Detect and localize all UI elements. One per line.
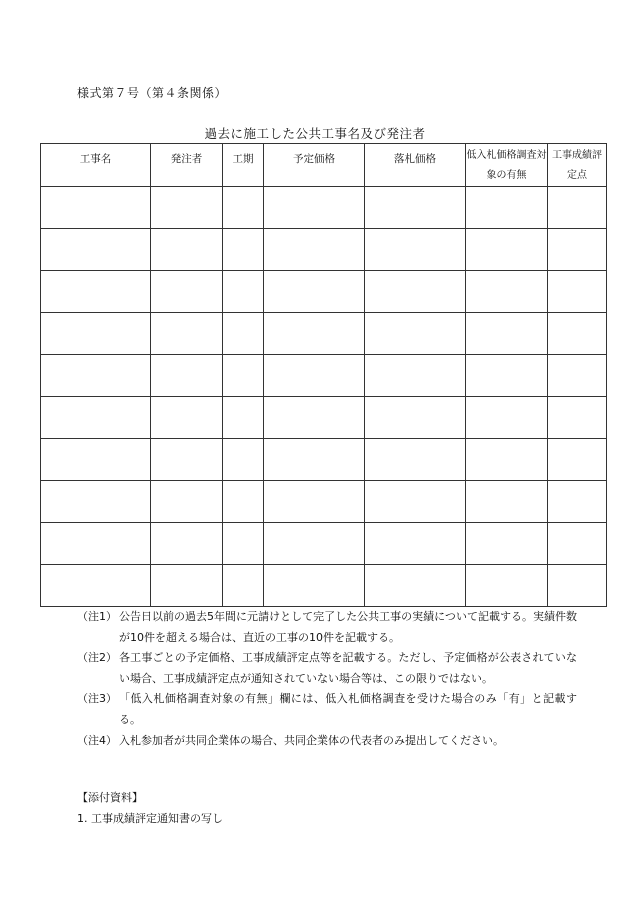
table-cell — [151, 229, 223, 271]
table-row — [41, 271, 607, 313]
table-cell — [151, 523, 223, 565]
table-cell — [365, 481, 466, 523]
note-label: （注1） — [77, 610, 117, 623]
table-cell — [41, 397, 151, 439]
table-cell — [223, 523, 264, 565]
table-cell — [466, 565, 548, 607]
table-cell — [41, 523, 151, 565]
table-header-row — [41, 144, 607, 187]
table-cell — [365, 313, 466, 355]
table-cell — [151, 187, 223, 229]
header-client: 発注者 — [151, 144, 223, 187]
form-number: 様式第７号（第４条関係） — [77, 86, 228, 100]
table-cell — [41, 355, 151, 397]
table-cell — [151, 439, 223, 481]
table-body — [41, 187, 607, 607]
table-cell — [223, 187, 264, 229]
table-cell — [223, 355, 264, 397]
note-text: 公告日以前の過去5年間に元請けとして完了した公共工事の実績について記載する。実績件数が10件を超える場合は、直近の工事の10件を記載する。 — [119, 610, 577, 644]
table-cell — [41, 313, 151, 355]
table-cell — [466, 229, 548, 271]
table-cell — [264, 439, 365, 481]
table-cell — [466, 397, 548, 439]
table-cell — [264, 229, 365, 271]
table-cell — [223, 397, 264, 439]
table-cell — [548, 229, 607, 271]
table-cell — [548, 523, 607, 565]
table-cell — [466, 271, 548, 313]
table-cell — [151, 397, 223, 439]
table-cell — [264, 313, 365, 355]
table-cell — [264, 355, 365, 397]
table-cell — [41, 229, 151, 271]
table-cell — [548, 355, 607, 397]
table-row — [41, 439, 607, 481]
project-history-table — [40, 143, 607, 607]
table-cell — [548, 481, 607, 523]
header-planned-price: 予定価格 — [264, 144, 365, 187]
table-cell — [365, 439, 466, 481]
table-cell — [41, 439, 151, 481]
note-label: （注4） — [77, 733, 117, 747]
table-cell — [466, 481, 548, 523]
table-cell — [223, 313, 264, 355]
note-4 — [77, 731, 577, 752]
table-cell — [466, 439, 548, 481]
table-cell — [466, 187, 548, 229]
table-cell — [548, 187, 607, 229]
table-cell — [223, 481, 264, 523]
table-cell — [264, 271, 365, 313]
table-cell — [264, 523, 365, 565]
table-cell — [223, 229, 264, 271]
note-text: 「低入札価格調査対象の有無」欄には、低入札価格調査を受けた場合のみ「有」と記載する。 — [119, 692, 577, 726]
table-row — [41, 397, 607, 439]
notes-section — [77, 607, 577, 751]
table-cell — [365, 355, 466, 397]
table-cell — [41, 481, 151, 523]
table-cell — [264, 187, 365, 229]
table-cell — [365, 565, 466, 607]
table-cell — [365, 523, 466, 565]
table-cell — [41, 271, 151, 313]
table-cell — [548, 397, 607, 439]
table-row — [41, 355, 607, 397]
header-low-bid-investigation: 低入札価格調査対象の有無 — [466, 144, 548, 187]
table-row — [41, 229, 607, 271]
table-cell — [365, 229, 466, 271]
note-text: 各工事ごとの予定価格、工事成績評定点等を記載する。ただし、予定価格が公表されていない場合、工事成績評定点が通知されていない場合等は、この限りではない。 — [119, 651, 577, 685]
table-cell — [151, 481, 223, 523]
table-cell — [223, 271, 264, 313]
table-cell — [151, 313, 223, 355]
table-cell — [548, 271, 607, 313]
table-cell — [548, 565, 607, 607]
table-row — [41, 187, 607, 229]
note-label: （注2） — [77, 651, 117, 665]
table-cell — [151, 271, 223, 313]
table-row — [41, 523, 607, 565]
table-cell — [548, 313, 607, 355]
note-text: 入札参加者が共同企業体の場合、共同企業体の代表者のみ提出してください。 — [119, 733, 504, 747]
note-1 — [77, 607, 577, 648]
table-cell — [151, 355, 223, 397]
table-cell — [223, 565, 264, 607]
table-row — [41, 565, 607, 607]
table-cell — [151, 565, 223, 607]
attachment-item: 1. 工事成績評定通知書の写し — [77, 812, 223, 825]
table-cell — [365, 187, 466, 229]
table-cell — [41, 187, 151, 229]
table-cell — [466, 355, 548, 397]
table-cell — [466, 523, 548, 565]
table-cell — [466, 313, 548, 355]
note-3 — [77, 689, 577, 730]
header-project-name: 工事名 — [41, 144, 151, 187]
header-period: 工期 — [223, 144, 264, 187]
note-2 — [77, 648, 577, 689]
document-title: 過去に施工した公共工事名及び発注者 — [204, 126, 426, 141]
table-cell — [365, 271, 466, 313]
table-cell — [264, 565, 365, 607]
table-row — [41, 481, 607, 523]
note-label: （注3） — [77, 692, 117, 706]
table-cell — [264, 397, 365, 439]
table-cell — [365, 397, 466, 439]
table-cell — [264, 481, 365, 523]
table-row — [41, 313, 607, 355]
table-cell — [548, 439, 607, 481]
header-performance-score: 工事成績評定点 — [548, 144, 607, 187]
table-cell — [41, 565, 151, 607]
header-winning-bid: 落札価格 — [365, 144, 466, 187]
table-cell — [223, 439, 264, 481]
attachments-heading: 【添付資料】 — [77, 791, 143, 804]
